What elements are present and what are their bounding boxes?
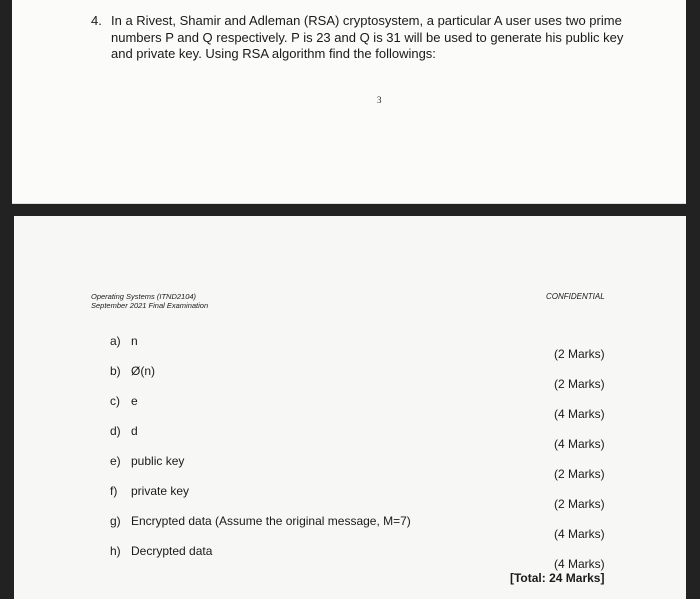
question-number: 4. — [91, 13, 102, 28]
item-text: Encrypted data (Assume the original message, M=7) — [131, 514, 411, 528]
item-label: b) — [110, 364, 121, 378]
exam-page-bottom — [14, 216, 686, 599]
item-text: Decrypted data — [131, 544, 213, 558]
marks-c: (4 Marks) — [554, 407, 605, 421]
page-number: 3 — [377, 95, 382, 105]
marks-g: (4 Marks) — [554, 527, 605, 541]
item-text: d — [131, 424, 138, 438]
item-label: c) — [110, 394, 120, 408]
item-label: d) — [110, 424, 121, 438]
item-text: e — [131, 394, 138, 408]
total-marks: [Total: 24 Marks] — [510, 571, 605, 585]
question-text: In a Rivest, Shamir and Adleman (RSA) cryptosystem, a particular A user uses two prime numbers P and Q respectively. P is 23 and Q is 31 will be used to generate his public key and private key. Using RSA algorithm find the followings: — [111, 13, 624, 61]
item-text: n — [131, 334, 138, 348]
marks-h: (4 Marks) — [554, 557, 605, 571]
marks-d: (4 Marks) — [554, 437, 605, 451]
page-header-left — [91, 292, 208, 310]
marks-f: (2 Marks) — [554, 497, 605, 511]
marks-b: (2 Marks) — [554, 377, 605, 391]
exam-title: September 2021 Final Examination — [91, 301, 209, 310]
item-label: e) — [110, 454, 121, 468]
item-label: g) — [110, 514, 121, 528]
exam-page-top — [12, 0, 686, 204]
confidential-label: CONFIDENTIAL — [546, 292, 605, 301]
item-text: private key — [131, 484, 190, 498]
marks-e: (2 Marks) — [554, 467, 605, 481]
course-title: Operating Systems (ITND2104) — [91, 292, 197, 301]
item-text: Ø(n) — [131, 364, 155, 378]
item-label: h) — [110, 544, 121, 558]
item-label: a) — [110, 334, 121, 348]
item-label: f) — [110, 484, 118, 498]
item-text: public key — [131, 454, 185, 468]
marks-a: (2 Marks) — [554, 347, 605, 361]
